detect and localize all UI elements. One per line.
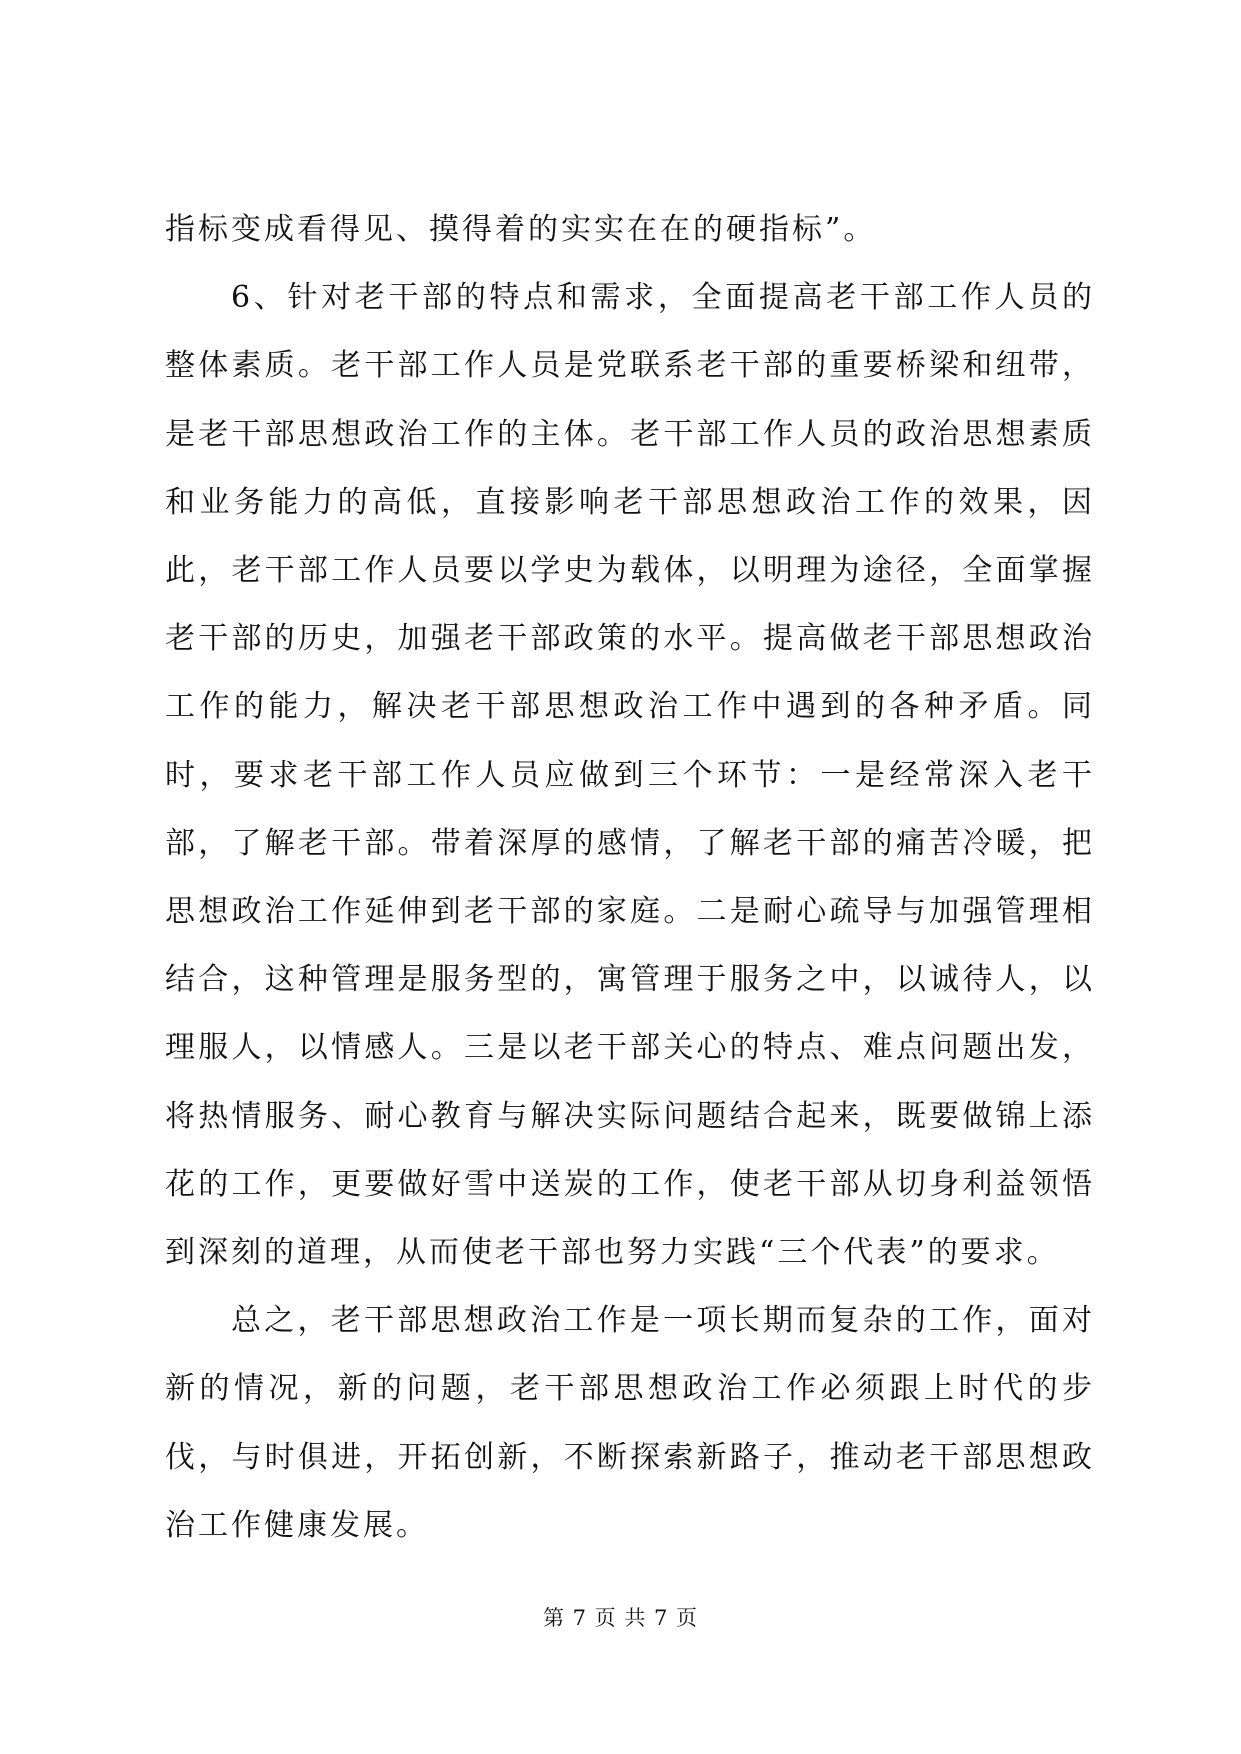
document-body [165,196,1095,1560]
paragraph-1: 指标变成看得见、摸得着的实实在在的硬指标”。 [165,212,877,247]
page-number-footer: 第 7 页 共 7 页 [542,1606,699,1630]
paragraph-2: 6、针对老干部的特点和需求，全面提高老干部工作人员的整体素质。老干部工作人员是党联系老干部的重要桥梁和纽带，是老干部思想政治工作的主体。老干部工作人员的政治思想素质和业务能力的高低，直接影响老干部思想政治工作的效果，因此，老干部工作人员要以学史为载体，以明理为途径，全面掌握老干部的历史，加强老干部政策的水平。提高做老干部思想政治工作的能力，解决老干部思想政治工作中遇到的各种矛盾。同时，要求老干部工作人员应做到三个环节：一是经常深入老干部，了解老干部。带着深厚的感情，了解老干部的痛苦冷暖，把思想政治工作延伸到老干部的家庭。二是耐心疏导与加强管理相结合，这种管理是服务型的，寓管理于服务之中，以诚待人，以理服人，以情感人。三是以老干部关心的特点、难点问题出发，将热情服务、耐心教育与解决实际问题结合起来，既要做锦上添花的工作，更要做好雪中送炭的工作，使老干部从切身利益领悟到深刻的道理，从而使老干部也努力实践“三个代表”的要求。 [165,280,1095,1271]
paragraph-3: 总之，老干部思想政治工作是一项长期而复杂的工作，面对新的情况，新的问题，老干部思想政治工作必须跟上时代的步伐，与时俱进，开拓创新，不断探索新路子，推动老干部思想政治工作健康发展。 [165,1303,1095,1543]
